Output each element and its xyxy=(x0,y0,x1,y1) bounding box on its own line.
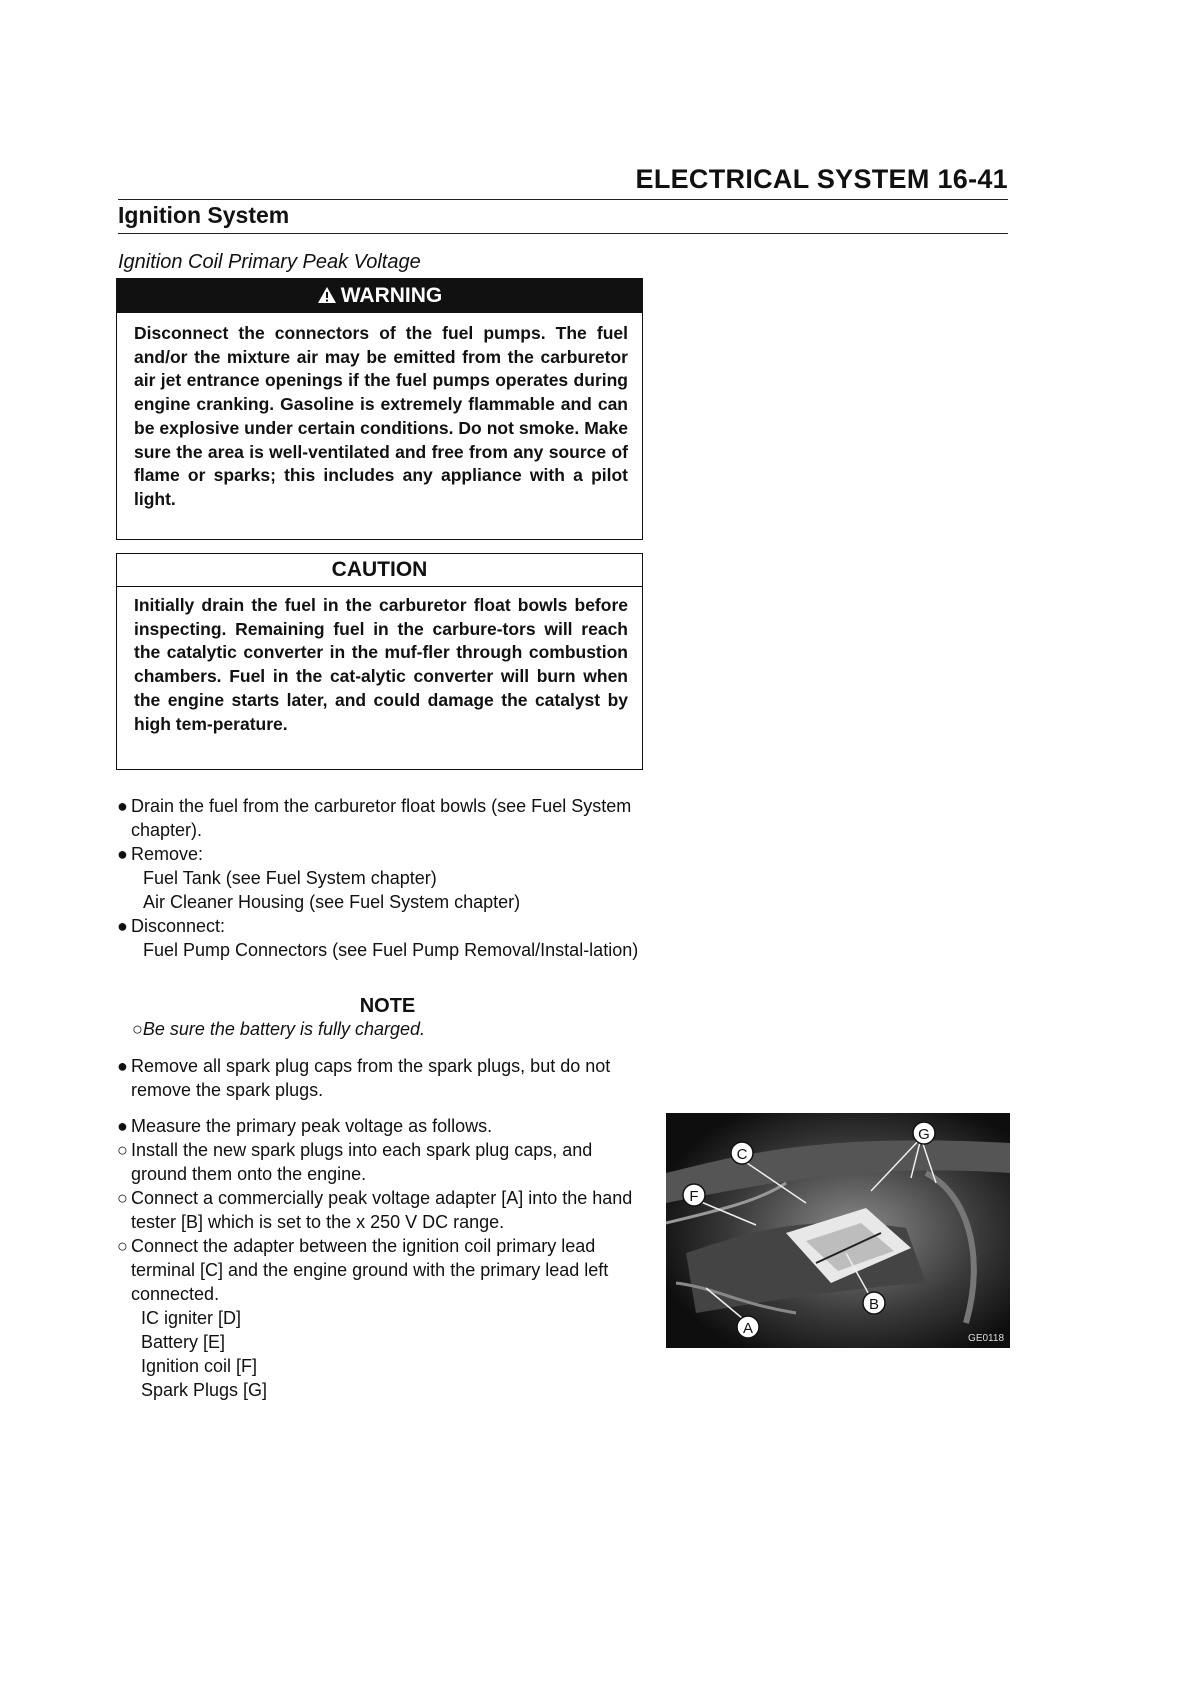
remove-item: Air Cleaner Housing (see Fuel System chapter) xyxy=(143,892,521,912)
circle-bullet-icon: ○ xyxy=(117,1188,128,1208)
callout-a xyxy=(737,1316,759,1338)
step-disconnect-text: Disconnect: xyxy=(131,916,226,936)
circle-bullet-icon: ○ xyxy=(117,1140,128,1160)
substep xyxy=(117,1186,647,1234)
warning-triangle-icon xyxy=(317,286,337,304)
bullet-icon: ● xyxy=(117,796,128,816)
callout-a-label: A xyxy=(742,1320,754,1337)
note-text xyxy=(132,1019,425,1040)
step-measure-text: Measure the primary peak voltage as follows. xyxy=(131,1116,493,1136)
bullet-icon: ● xyxy=(117,844,128,864)
figure-code: GE0118 xyxy=(968,1333,1004,1344)
step-remove-text: Remove: xyxy=(131,844,204,864)
section-title: Ignition System xyxy=(118,202,290,228)
circle-bullet-icon: ○ xyxy=(117,1236,128,1256)
bullet-icon: ● xyxy=(117,916,128,936)
remove-item: Fuel Tank (see Fuel System chapter) xyxy=(143,868,437,888)
step-disconnect xyxy=(117,914,647,938)
engine-photo xyxy=(666,1113,1010,1348)
callout-f-label: F xyxy=(689,1188,699,1205)
section-rule xyxy=(118,233,1008,234)
caution-box xyxy=(116,553,643,770)
legend-item: Spark Plugs [G] xyxy=(141,1380,268,1400)
substep-text: Install the new spark plugs into each spark plug caps, and ground them onto the engine. xyxy=(131,1140,593,1184)
substep-text: Connect a commercially peak voltage adapter [A] into the hand tester [B] which is set to the x 250 V DC range. xyxy=(131,1188,633,1232)
legend-item: Ignition coil [F] xyxy=(141,1356,258,1376)
circle-bullet-icon: ○ xyxy=(132,1019,143,1039)
step-drain xyxy=(117,794,647,842)
header-rule xyxy=(118,199,1008,200)
callout-b xyxy=(863,1292,885,1314)
warning-label: WARNING xyxy=(340,284,443,307)
warning-header xyxy=(117,279,642,313)
page-header-title: ELECTRICAL SYSTEM 16-41 xyxy=(635,164,1008,194)
substep xyxy=(117,1234,647,1306)
callout-b-label: B xyxy=(868,1296,880,1313)
step-measure xyxy=(117,1114,647,1138)
caution-text: Initially drain the fuel in the carburetor float bowls before inspecting. Remaining fuel in the carbure-tors will reach the catalytic converter in the muf-fler through combustion chambers. Fuel in the cat-alytic converter will burn when the engine starts later, and could damage the catalyst by high tem-perature. xyxy=(134,595,628,734)
callout-f xyxy=(683,1184,705,1206)
disconnect-item: Fuel Pump Connectors (see Fuel Pump Removal/Instal-lation) xyxy=(143,940,639,960)
substep xyxy=(117,1138,647,1186)
step-drain-text: Drain the fuel from the carburetor float bowls (see Fuel System chapter). xyxy=(131,796,632,840)
callout-g-label: G xyxy=(918,1126,930,1143)
bullet-icon: ● xyxy=(117,1056,128,1076)
legend-item: Battery [E] xyxy=(141,1332,226,1352)
bullet-icon: ● xyxy=(117,1116,128,1136)
caution-header: CAUTION xyxy=(117,554,642,587)
callout-c xyxy=(731,1142,753,1164)
note-label: NOTE xyxy=(359,995,416,1017)
step-remove-caps-text: Remove all spark plug caps from the spark plugs, but do not remove the spark plugs. xyxy=(131,1056,611,1100)
note-body: Be sure the battery is fully charged. xyxy=(142,1019,426,1039)
legend-item: IC igniter [D] xyxy=(141,1308,242,1328)
callout-c-label: C xyxy=(736,1146,748,1163)
subsection-title: Ignition Coil Primary Peak Voltage xyxy=(118,251,421,273)
warning-box xyxy=(116,278,643,540)
warning-text: Disconnect the connectors of the fuel pumps. The fuel and/or the mixture air may be emitted from the carburetor air jet entrance openings if the fuel pumps operates during engine cranking. Gasoline is extremely flammable and can be explosive under certain conditions. Do not smoke. Make sure the area is well-ventilated and free from any source of flame or sparks; this includes any appliance with a pilot light. xyxy=(134,323,628,509)
callout-g xyxy=(913,1122,935,1144)
substep-text: Connect the adapter between the ignition coil primary lead terminal [C] and the engine ground with the primary lead left connected. xyxy=(131,1236,609,1304)
step-remove xyxy=(117,842,647,866)
step-remove-caps xyxy=(117,1054,647,1102)
engine-photo-drawing xyxy=(666,1113,1010,1348)
